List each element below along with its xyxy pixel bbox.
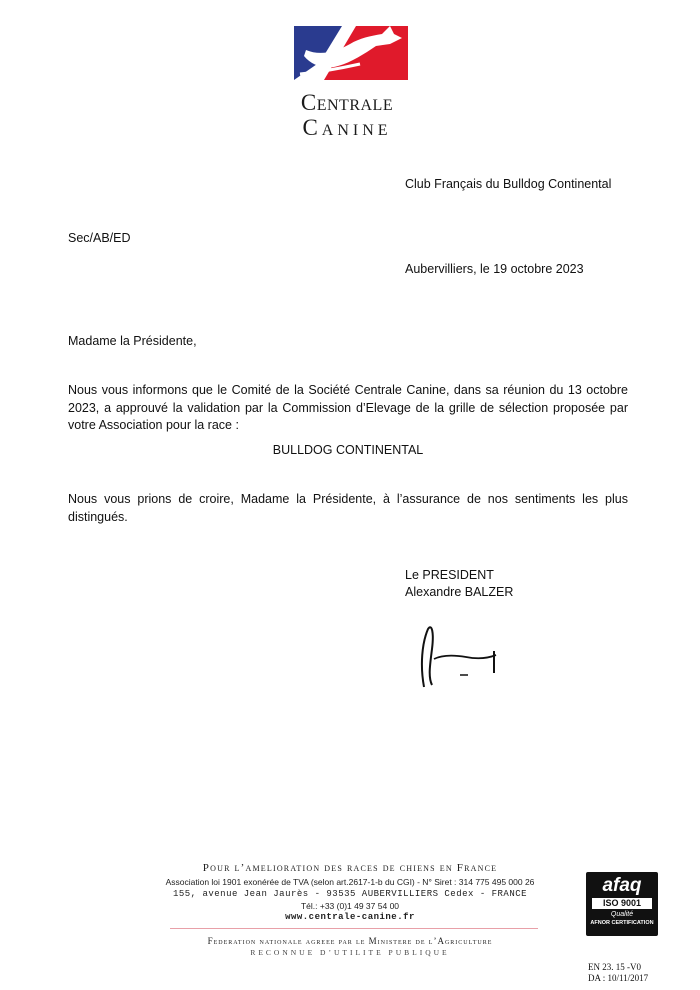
brand-line-2: Canine	[302, 115, 392, 140]
place-date: Aubervilliers, le 19 octobre 2023	[405, 262, 584, 276]
iso-standard: ISO 9001	[592, 898, 652, 909]
closing-paragraph: Nous vous prions de croire, Madame la Présidente, à l’assurance de nos sentiments les plus distingués.	[68, 492, 628, 524]
footer-website[interactable]: www.centrale-canine.fr	[285, 912, 415, 922]
signatory-name: Alexandre BALZER	[405, 585, 514, 599]
centrale-canine-logo	[290, 22, 412, 84]
brand-wordmark	[272, 90, 422, 140]
footer-federation: Federation nationale agreee par le Ministere de l’Agriculture	[207, 936, 493, 946]
signatory-title: Le PRESIDENT	[405, 568, 494, 582]
doc-ref-line-2: DA : 10/11/2017	[588, 973, 649, 983]
reference: Sec/AB/ED	[68, 231, 131, 245]
footer-mission: Pour l’amelioration des races de chiens en France	[202, 862, 498, 874]
signature	[410, 615, 510, 695]
afaq-brand: afaq	[602, 875, 642, 896]
footer-legal: Association loi 1901 exonérée de TVA (selon art.2617-1-b du CGI) - N° Siret : 314 775 495 000 26	[165, 877, 535, 887]
breed-name: BULLDOG CONTINENTAL	[272, 443, 424, 457]
body-paragraph: Nous vous informons que le Comité de la Société Centrale Canine, dans sa réunion du 13 octobre 2023, a approuvé la validation par la Commission d’Elevage de la grille de sélection proposée par votre Association pour la race :	[68, 383, 628, 432]
footer-phone: Tél.: +33 (0)1 49 37 54 00	[300, 901, 400, 911]
certification-issuer: AFNOR CERTIFICATION	[590, 920, 654, 926]
doc-ref-line-1: EN 23. 15 -V0	[588, 962, 641, 972]
footer-recognition: RECONNUE D’UTILITE PUBLIQUE	[250, 948, 450, 957]
recipient: Club Français du Bulldog Continental	[405, 177, 612, 191]
salutation: Madame la Présidente,	[68, 334, 197, 348]
brand-line-1: Centrale	[300, 90, 394, 115]
quality-label: Qualité	[610, 911, 634, 918]
footer-address: 155, avenue Jean Jaurès - 93535 AUBERVILLIERS Cedex - FRANCE	[172, 889, 528, 899]
afaq-certification-badge	[586, 872, 658, 936]
footer-divider	[170, 928, 538, 929]
